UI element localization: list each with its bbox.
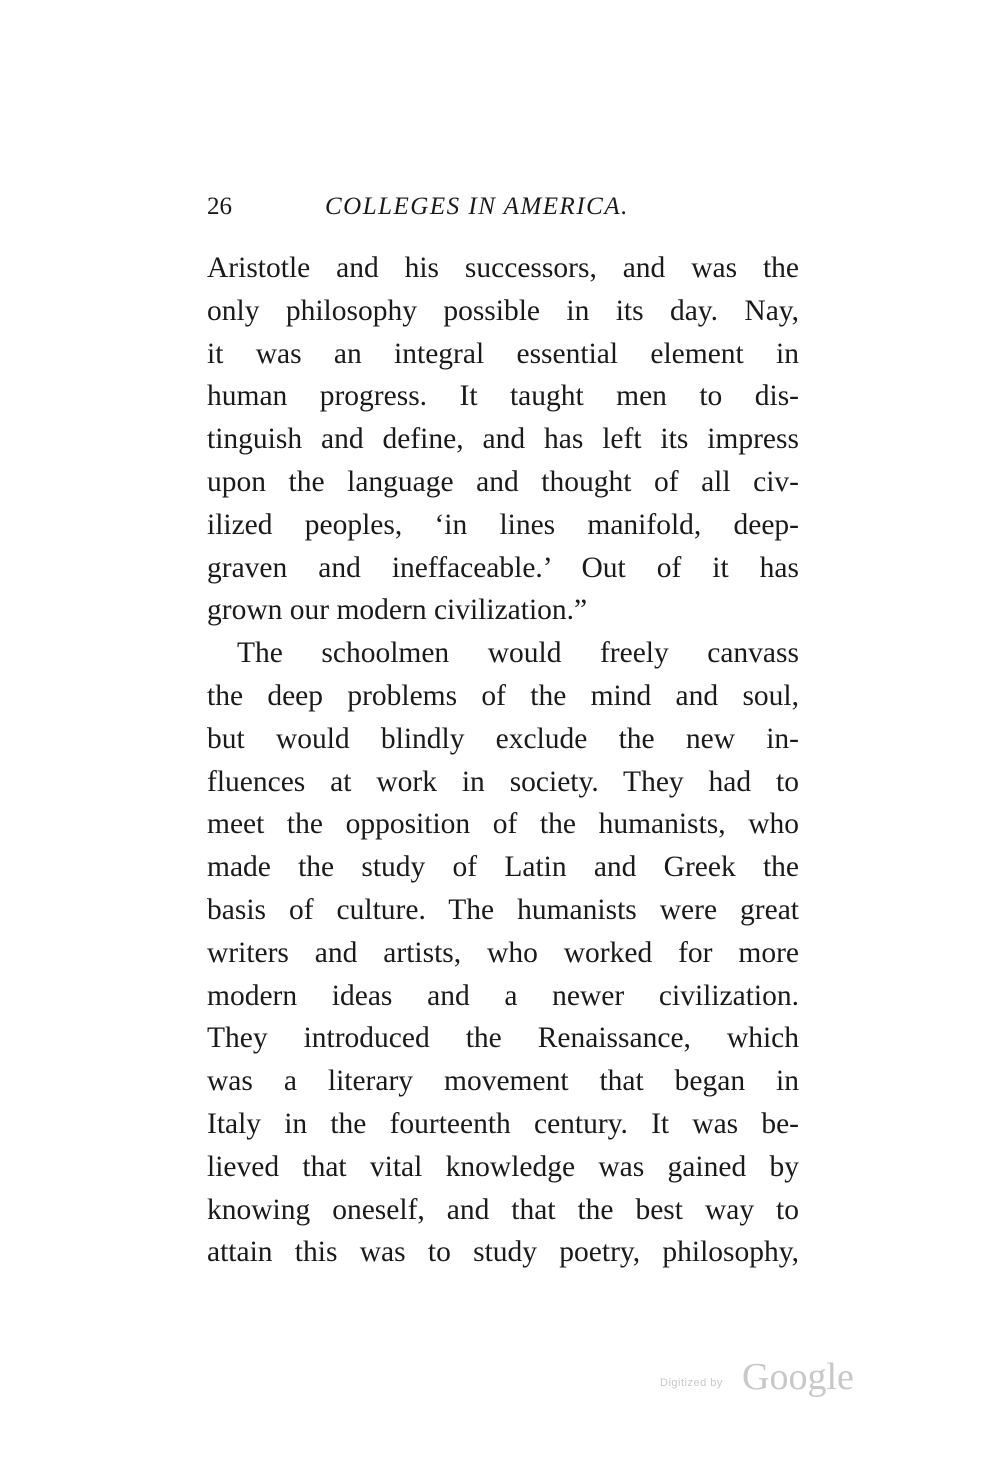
- text-line: basis of culture. The humanists were great: [207, 893, 799, 926]
- text-line: was a literary movement that began in: [207, 1065, 799, 1098]
- running-head: [207, 193, 807, 223]
- text-line: They introduced the Renaissance, which: [207, 1022, 799, 1055]
- running-title: COLLEGES IN AMERICA.: [325, 193, 629, 220]
- text-line: upon the language and thought of all civ-: [207, 465, 799, 498]
- text-line: the deep problems of the mind and soul,: [207, 679, 799, 712]
- text-line: knowing oneself, and that the best way to: [207, 1193, 799, 1226]
- text-line: made the study of Latin and Greek the: [207, 851, 799, 884]
- text-line: writers and artists, who worked for more: [207, 936, 799, 969]
- digitized-watermark: [660, 1355, 860, 1405]
- text-line: Italy in the fourteenth century. It was be-: [207, 1107, 799, 1140]
- text-line: attain this was to study poetry, philosophy,: [207, 1236, 799, 1269]
- body-text: [207, 247, 799, 1274]
- text-line: it was an integral essential element in: [207, 337, 799, 370]
- text-line: Aristotle and his successors, and was the: [207, 252, 799, 284]
- page-number: 26: [207, 193, 232, 220]
- text-line: tinguish and define, and has left its impress: [207, 423, 799, 456]
- text-line: lieved that vital knowledge was gained by: [207, 1150, 799, 1183]
- text-line: meet the opposition of the humanists, who: [207, 808, 799, 841]
- text-line: graven and ineffaceable.’ Out of it has: [207, 551, 799, 584]
- text-line: ilized peoples, ‘in lines manifold, deep-: [207, 508, 799, 541]
- text-line: only philosophy possible in its day. Nay,: [207, 294, 799, 327]
- google-logo: Google: [742, 1356, 854, 1398]
- text-line: but would blindly exclude the new in-: [207, 722, 799, 755]
- text-line: human progress. It taught men to dis-: [207, 380, 799, 413]
- text-line: modern ideas and a newer civilization.: [207, 979, 799, 1012]
- text-line: grown our modern civilization.”: [207, 594, 588, 627]
- paragraph-first-line: The schoolmen would freely canvass: [237, 637, 799, 670]
- text-line: fluences at work in society. They had to: [207, 765, 799, 798]
- watermark-prefix: Digitized by: [660, 1377, 723, 1389]
